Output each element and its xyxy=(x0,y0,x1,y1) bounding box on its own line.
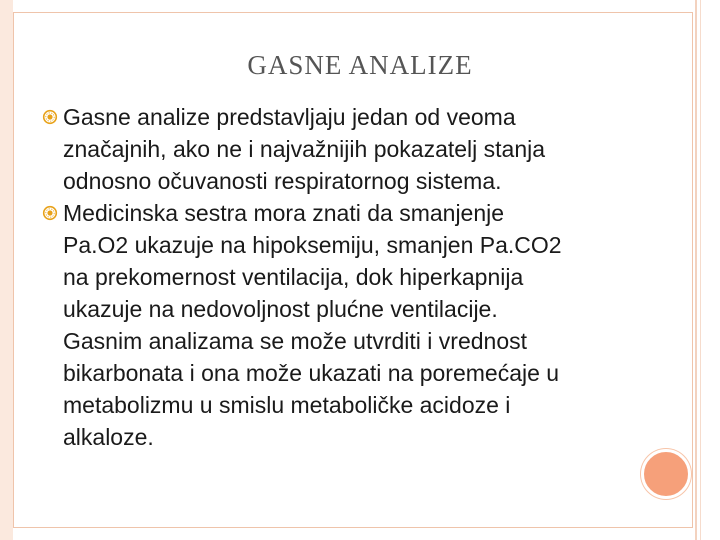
bullet-line: bikarbonata i ona može ukazati na poremećaje u xyxy=(63,360,560,386)
slide-title-text: GASNE ANALIZE xyxy=(247,50,473,80)
bullet-item xyxy=(42,197,682,453)
bullet-line: značajnih, ako ne i najvažnijih pokazatelj stanja xyxy=(63,136,546,162)
right-frame-line xyxy=(695,0,697,540)
bullet-line: Gasne analize predstavljaju jedan od veoma xyxy=(63,104,516,130)
bullet-line: Pa.O2 ukazuje na hipoksemiju, smanjen Pa.CO2 xyxy=(63,232,562,258)
right-frame-line-thin xyxy=(700,0,701,540)
bullet-line: odnosno očuvanosti respiratornog sistema. xyxy=(63,168,502,194)
sun-bullet-icon xyxy=(42,101,63,133)
bullet-line: Medicinska sestra mora znati da smanjenje xyxy=(63,200,505,226)
bullet-line: na prekomernost ventilacija, dok hiperkapnija xyxy=(63,264,524,290)
bullet-item xyxy=(42,101,682,197)
decorative-circle xyxy=(641,449,691,499)
bullet-line: Gasnim analizama se može utvrditi i vrednost xyxy=(63,328,528,354)
left-decorative-band xyxy=(0,0,13,540)
bullet-text xyxy=(63,101,682,197)
slide-content xyxy=(42,101,682,453)
slide-title xyxy=(0,50,720,81)
bullet-line: metabolizmu u smislu metaboličke acidoze i xyxy=(63,392,511,418)
bullet-line: ukazuje na nedovoljnost plućne ventilacije. xyxy=(63,296,498,322)
sun-bullet-icon xyxy=(42,197,63,229)
bullet-text xyxy=(63,197,682,453)
bullet-line: alkaloze. xyxy=(63,424,154,450)
